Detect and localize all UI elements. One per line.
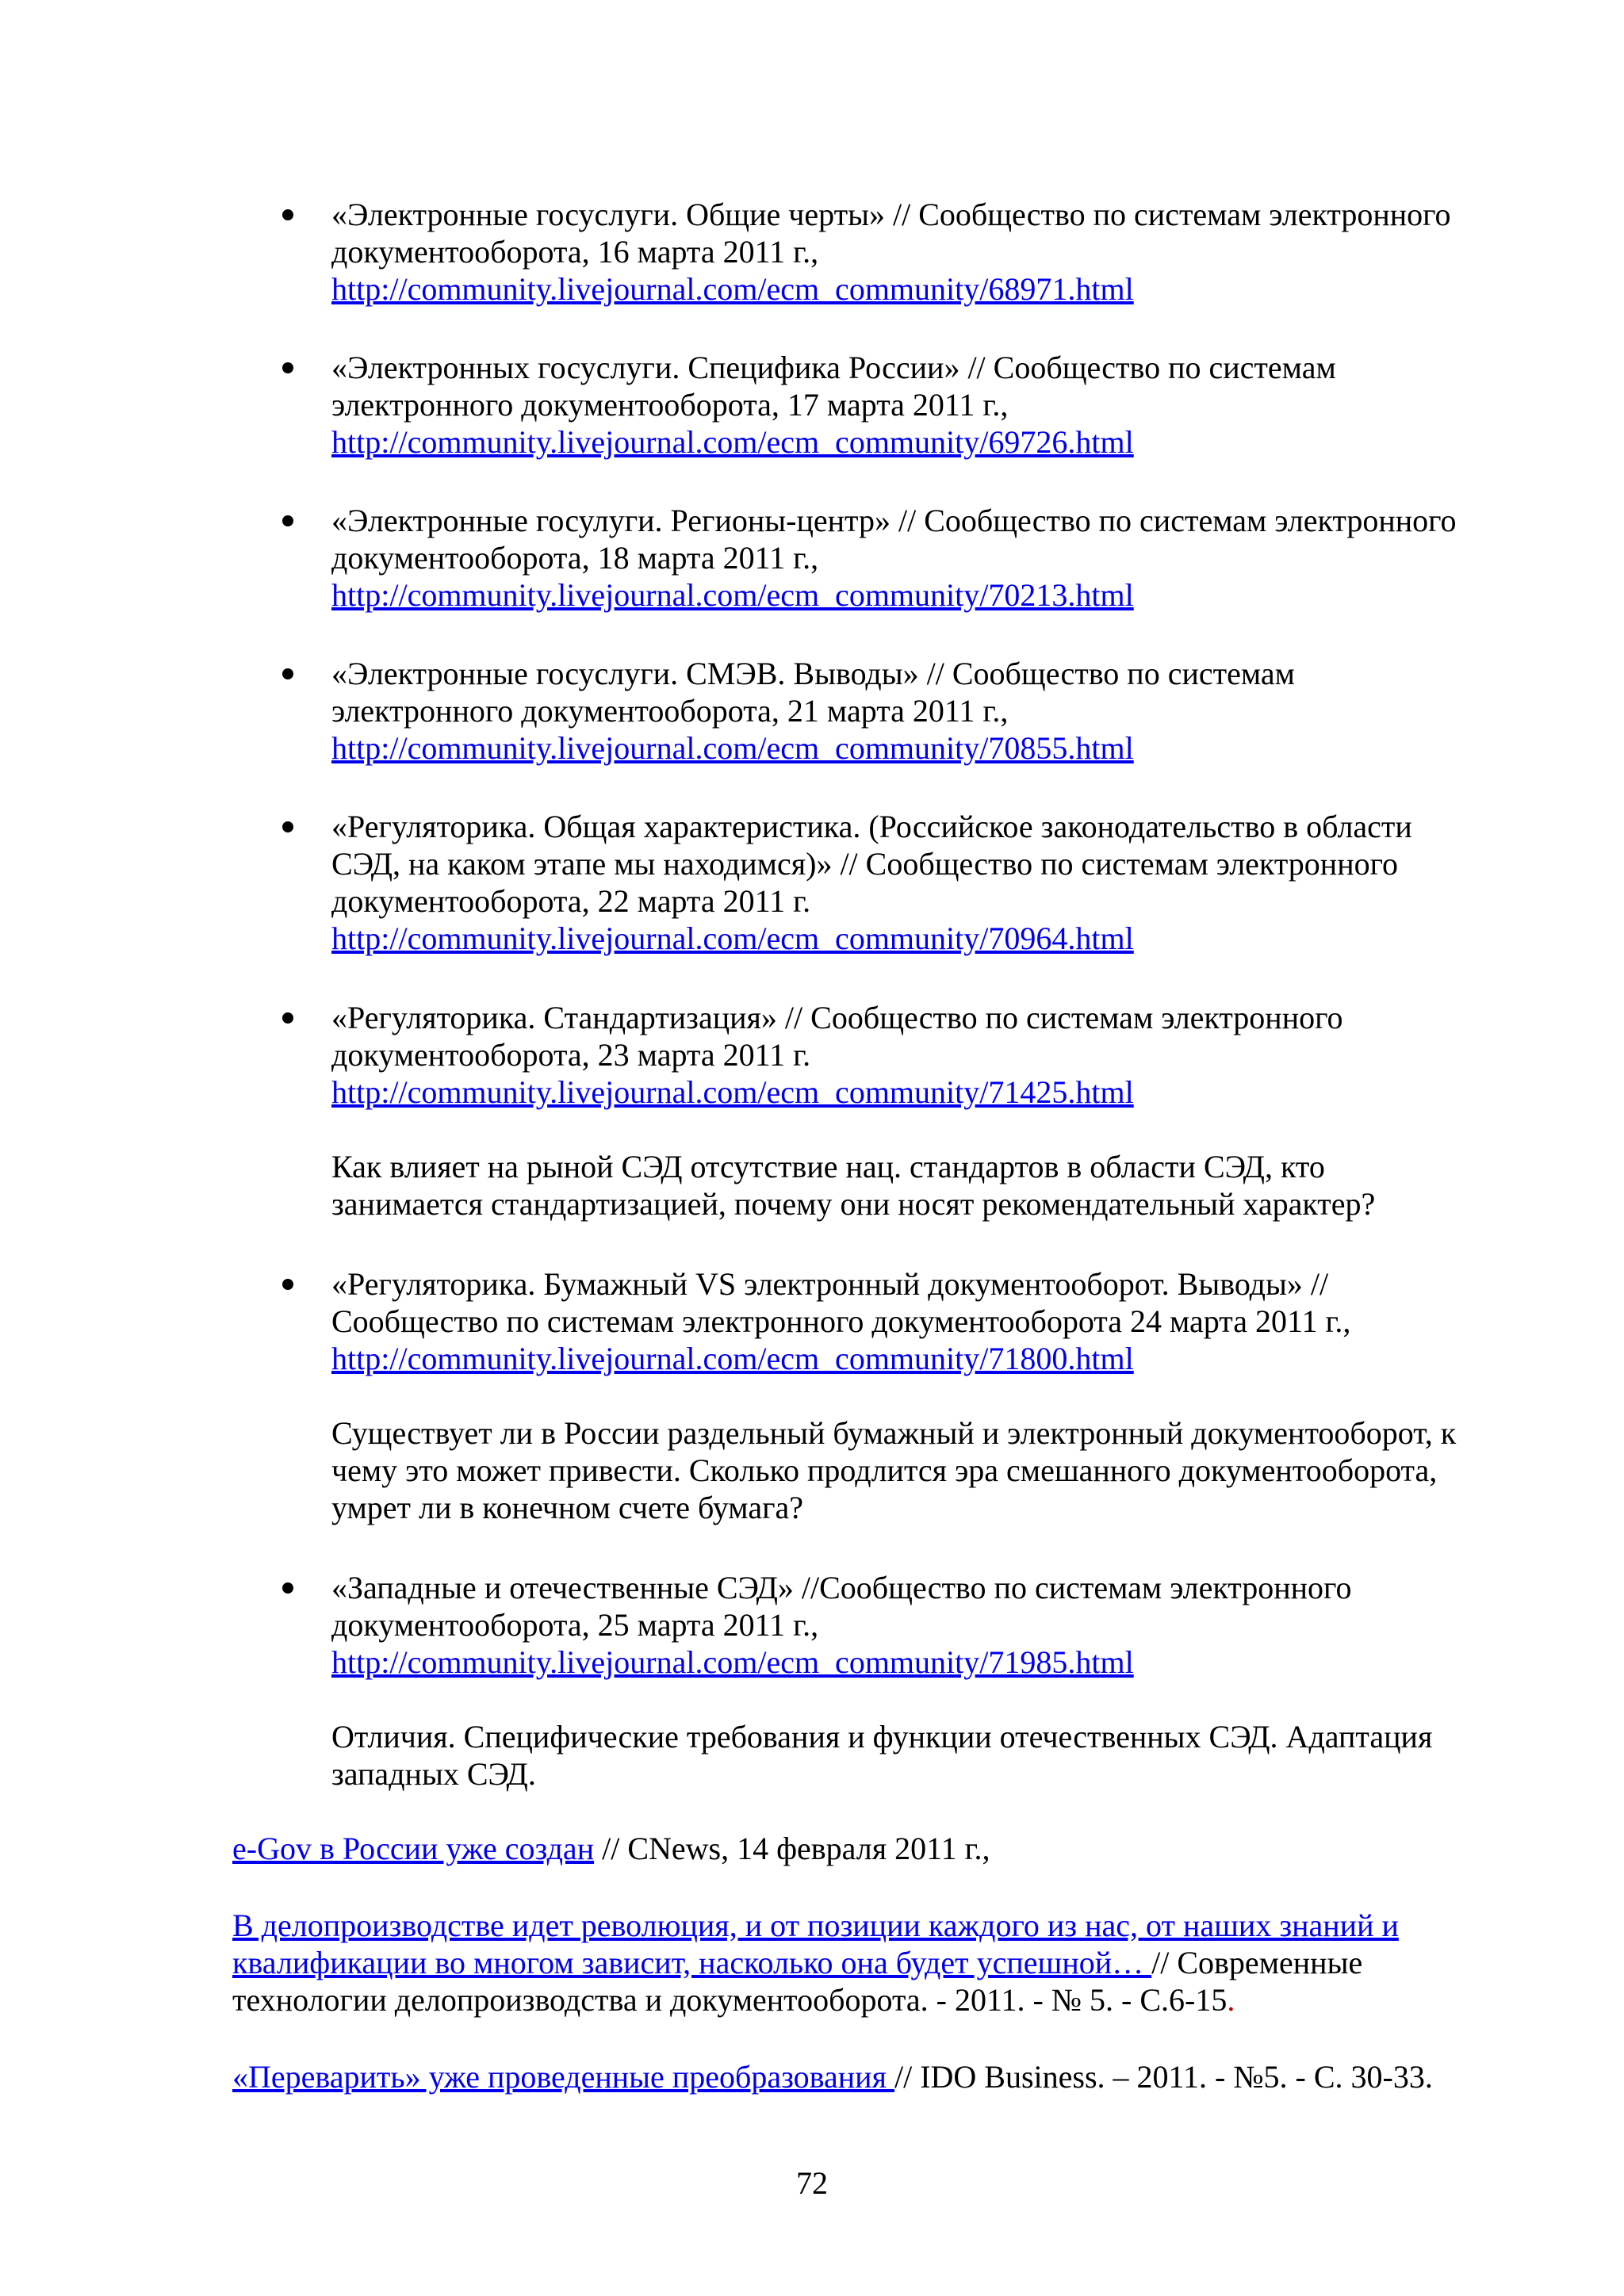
revolution-source-start: // Современные <box>1151 1945 1363 1980</box>
egov-source: // CNews, 14 февраля 2011 г., <box>594 1831 990 1866</box>
bullet-icon <box>282 515 293 526</box>
citation-line: «Электронные госуслуги. Общие черты» // Сообщество по системам электронного <box>331 197 1451 232</box>
reference-digest-line <box>232 2058 1533 2095</box>
citation-line: «Регуляторика. Бумажный VS электронный документооборот. Выводы» // <box>331 1266 1329 1302</box>
citation-note-line: Отличия. Специфические требования и функции отечественных СЭД. Адаптация <box>331 1719 1433 1755</box>
list-item <box>331 999 1521 1223</box>
egov-link[interactable]: e-Gov в России уже создан <box>232 1831 595 1866</box>
citation-url-link[interactable]: http://community.livejournal.com/ecm_community/71800.html <box>331 1341 1134 1376</box>
list-item <box>331 1265 1521 1526</box>
citation-url-link[interactable]: http://community.livejournal.com/ecm_community/70855.html <box>331 730 1134 766</box>
citation-line: Сообщество по системам электронного документооборота 24 марта 2011 г., <box>331 1303 1351 1339</box>
citation-url-link[interactable]: http://community.livejournal.com/ecm_community/68971.html <box>331 271 1134 307</box>
list-item <box>331 655 1521 767</box>
citation-line: документооборота, 23 марта 2011 г. <box>331 1037 811 1073</box>
digest-source: // IDO Business. – 2011. - №5. - С. 30-33. <box>894 2059 1433 2095</box>
citation-note-line: занимается стандартизацией, почему они носят рекомендательный характер? <box>331 1186 1376 1222</box>
bullet-icon <box>282 1012 293 1024</box>
citation-line: «Западные и отечественные СЭД» //Сообщество по системам электронного <box>331 1570 1352 1605</box>
citation-line: «Электронных госуслуги. Специфика России» // Сообщество по системам <box>331 350 1336 385</box>
citation-line: документооборота, 25 марта 2011 г., <box>331 1607 819 1643</box>
list-item <box>331 1569 1521 1793</box>
list-item <box>331 349 1521 461</box>
list-item <box>331 196 1521 308</box>
citation-line: СЭД, на каком этапе мы находимся)» // Сообщество по системам электронного <box>331 846 1399 882</box>
citation-line: «Электронные госуслуги. СМЭВ. Выводы» // Сообщество по системам <box>331 656 1295 691</box>
citation-line: «Электронные госулуги. Регионы-центр» // Сообщество по системам электронного <box>331 503 1457 538</box>
reference-revolution <box>232 1907 1533 2019</box>
bullet-icon <box>282 209 293 220</box>
bullet-icon <box>282 1582 293 1594</box>
revolution-link-part-1[interactable]: В делопроизводстве идет революция, и от позиции каждого из нас, от наших знаний и <box>232 1908 1399 1943</box>
citation-note-line: Существует ли в России раздельный бумажный и электронный документооборот, к <box>331 1415 1457 1451</box>
revolution-link-part-2[interactable]: квалификации во многом зависит, насколько она будет успешной… <box>232 1945 1152 1980</box>
citation-note-line: умрет ли в конечном счете бумага? <box>331 1490 803 1525</box>
reference-revolution-line-1 <box>232 1907 1533 1944</box>
list-item <box>331 808 1521 957</box>
citation-note-line: Как влияет на рыной СЭД отсутствие нац. стандартов в области СЭД, кто <box>331 1149 1325 1184</box>
reference-egov <box>232 1830 1533 1867</box>
citation-line: «Регуляторика. Общая характеристика. (Российское законодательство в области <box>331 809 1412 844</box>
revolution-period: . <box>1227 1982 1235 2018</box>
bullet-icon <box>282 1279 293 1290</box>
reference-digest <box>232 2058 1533 2095</box>
citation-note <box>331 1148 1521 1223</box>
citation-url-link[interactable]: http://community.livejournal.com/ecm_community/71425.html <box>331 1074 1134 1110</box>
reference-revolution-line-3 <box>232 1981 1533 2019</box>
digest-link[interactable]: «Переварить» уже проведенные преобразования <box>232 2059 894 2095</box>
citation-note-line: западных СЭД. <box>331 1756 536 1792</box>
citation-line: электронного документооборота, 21 марта 2011 г., <box>331 693 1009 729</box>
citation-url-link[interactable]: http://community.livejournal.com/ecm_community/71985.html <box>331 1644 1134 1680</box>
citation-note <box>331 1718 1521 1793</box>
list-item <box>331 502 1521 614</box>
citation-line: документооборота, 22 марта 2011 г. <box>331 883 811 919</box>
citation-note-line: чему это может привести. Сколько продлится эра смешанного документооборота, <box>331 1452 1438 1488</box>
reference-egov-line <box>232 1830 1533 1867</box>
citation-url-link[interactable]: http://community.livejournal.com/ecm_community/69726.html <box>331 424 1134 460</box>
bullet-icon <box>282 362 293 373</box>
citation-line: электронного документооборота, 17 марта 2011 г., <box>331 387 1009 423</box>
citation-url-link[interactable]: http://community.livejournal.com/ecm_community/70213.html <box>331 577 1134 613</box>
citation-line: документооборота, 16 марта 2011 г., <box>331 234 819 270</box>
reference-revolution-line-2 <box>232 1944 1533 1981</box>
citation-note <box>331 1414 1521 1526</box>
page-number: 72 <box>796 2165 828 2201</box>
citation-line: документооборота, 18 марта 2011 г., <box>331 540 819 576</box>
bullet-icon <box>282 668 293 679</box>
citation-url-link[interactable]: http://community.livejournal.com/ecm_community/70964.html <box>331 920 1134 956</box>
citation-line: «Регуляторика. Стандартизация» // Сообщество по системам электронного <box>331 1000 1343 1035</box>
bullet-icon <box>282 821 293 832</box>
revolution-source: технологии делопроизводства и документооборота. - 2011. - № 5. - С.6-15 <box>232 1982 1228 2018</box>
